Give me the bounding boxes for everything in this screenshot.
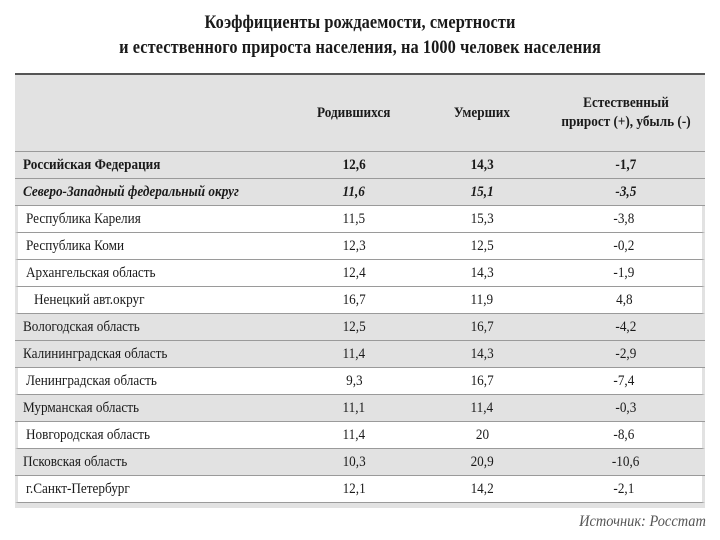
born-value: 9,3 [290, 368, 418, 395]
growth-value: -0,3 [546, 395, 705, 422]
region-name: Калининградская область [15, 341, 290, 368]
table-row [15, 260, 705, 287]
born-value: 12,1 [290, 476, 418, 503]
born-value: 12,5 [290, 314, 418, 341]
table-row [15, 476, 705, 503]
died-value: 20,9 [418, 449, 546, 476]
died-value: 11,9 [418, 287, 546, 314]
died-value: 14,3 [418, 152, 546, 179]
died-value: 16,7 [418, 368, 546, 395]
region-name: Архангельская область [15, 260, 290, 287]
region-name: Ненецкий авт.округ [15, 287, 290, 314]
died-value: 15,1 [418, 179, 546, 206]
born-value: 12,4 [290, 260, 418, 287]
died-value: 14,2 [418, 476, 546, 503]
region-name: Республика Коми [15, 233, 290, 260]
table-row [15, 449, 705, 476]
growth-value: -0,2 [546, 233, 705, 260]
growth-value: -3,8 [546, 206, 705, 233]
source-note: Источник: Росстат [579, 513, 706, 530]
demographics-table [15, 75, 705, 503]
region-name: Вологодская область [15, 314, 290, 341]
header-died: Умерших [418, 75, 546, 152]
growth-value: -3,5 [546, 179, 705, 206]
region-name: Мурманская область [15, 395, 290, 422]
header-growth: Естественный прирост (+), убыль (-) [546, 75, 705, 152]
table-row [15, 341, 705, 368]
table-row [15, 233, 705, 260]
page-title [50, 10, 669, 60]
title-line-2: и естественного прироста населения, на 1000 человек населения [119, 37, 601, 58]
table-row [15, 422, 705, 449]
table-row [15, 179, 705, 206]
header-region [15, 75, 290, 152]
table-row [15, 368, 705, 395]
table-row [15, 152, 705, 179]
growth-value: -2,9 [546, 341, 705, 368]
growth-value: -4,2 [546, 314, 705, 341]
born-value: 12,6 [290, 152, 418, 179]
died-value: 14,3 [418, 341, 546, 368]
died-value: 15,3 [418, 206, 546, 233]
born-value: 11,1 [290, 395, 418, 422]
died-value: 11,4 [418, 395, 546, 422]
born-value: 11,4 [290, 341, 418, 368]
died-value: 14,3 [418, 260, 546, 287]
born-value: 10,3 [290, 449, 418, 476]
table-header-row [15, 75, 705, 152]
table-row [15, 314, 705, 341]
table-row [15, 395, 705, 422]
died-value: 12,5 [418, 233, 546, 260]
table-row [15, 206, 705, 233]
region-name: Псковская область [15, 449, 290, 476]
table-row [15, 287, 705, 314]
growth-value: -1,7 [546, 152, 705, 179]
growth-value: -2,1 [546, 476, 705, 503]
growth-value: -8,6 [546, 422, 705, 449]
region-name: г.Санкт-Петербург [15, 476, 290, 503]
region-name: Ленинградская область [15, 368, 290, 395]
died-value: 16,7 [418, 314, 546, 341]
born-value: 11,6 [290, 179, 418, 206]
growth-value: -1,9 [546, 260, 705, 287]
born-value: 11,4 [290, 422, 418, 449]
region-name: Северо-Западный федеральный округ [15, 179, 290, 206]
growth-value: 4,8 [546, 287, 705, 314]
region-name: Республика Карелия [15, 206, 290, 233]
born-value: 11,5 [290, 206, 418, 233]
growth-value: -7,4 [546, 368, 705, 395]
born-value: 12,3 [290, 233, 418, 260]
header-born: Родившихся [290, 75, 418, 152]
died-value: 20 [418, 422, 546, 449]
title-line-1: Коэффициенты рождаемости, смертности [204, 12, 516, 33]
region-name: Российская Федерация [15, 152, 290, 179]
growth-value: -10,6 [546, 449, 705, 476]
born-value: 16,7 [290, 287, 418, 314]
region-name: Новгородская область [15, 422, 290, 449]
